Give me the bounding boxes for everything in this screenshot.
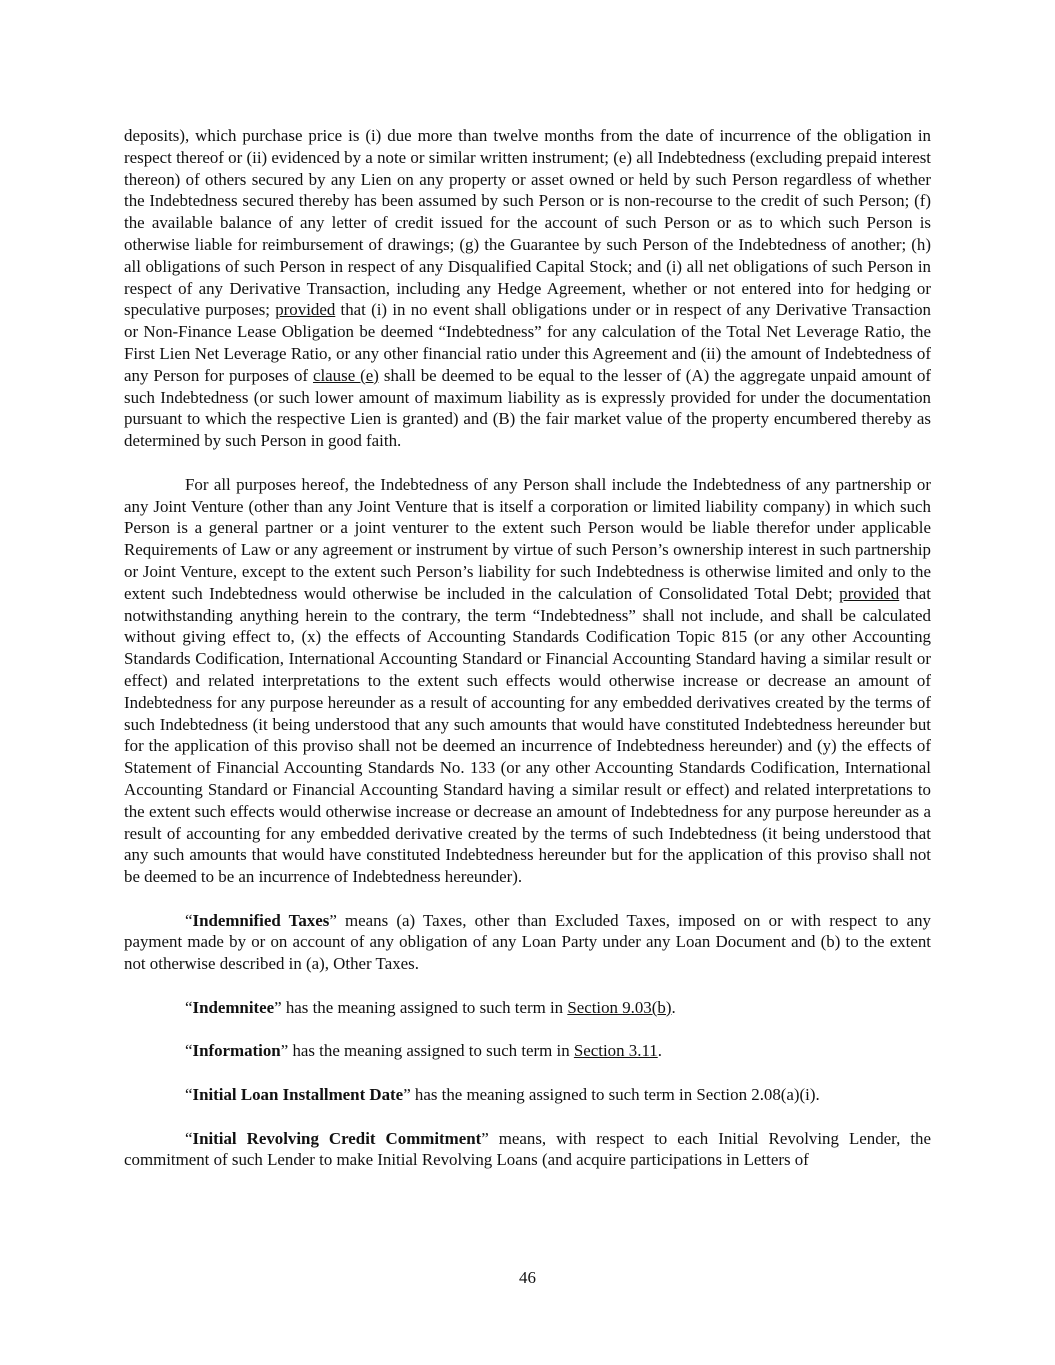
text-run: For all purposes hereof, the Indebtedness of any Person shall include the Indebtedness of any partnership or any Joint Venture (other than any Joint Venture that is itself a corporation or limited liability company) in which such Person is a general partner or a joint venturer to the extent such Person would be liable therefor under applicable Requirements of Law or any agreement or instrument by virtue of such Person’s ownership interest in such partnership or Joint Venture, except to the extent such Person’s liability for such Indebtedness is otherwise limited and only to the extent such Indebtedness would otherwise be included in the calculation of Consolidated Total Debt; [124, 474, 931, 603]
text-run: that (i) in no event shall obligations under or in respect of any Derivative Transaction or Non-Finance Lease Obligation be deemed “Indebtedness” for any calculation of the Total Net Leverage Ratio, the First Lien Net Leverage Ratio, or any other financial ratio under this Agreement and (ii) the amount of Indebtedness of any Person for purposes of [124, 300, 931, 385]
section-reference: Section 3.11 [573, 1041, 658, 1061]
open-quote: “ [185, 997, 193, 1017]
open-quote: “ [185, 1085, 193, 1105]
open-quote: “ [185, 1128, 193, 1148]
defined-term: Initial Loan Installment Date [192, 1085, 404, 1105]
page-number: 46 [519, 1268, 536, 1287]
text-run: shall be deemed to be equal to the lesser of (A) the aggregate unpaid amount of such Indebtedness (or such lower amount of maximum liability as is expressly provided for under the documentation pursuant to which the respective Lien is granted) and (B) the fair market value of the property encumbered thereby as determined by such Person in good faith. [124, 365, 932, 451]
defined-term: Information [192, 1041, 281, 1061]
defined-term: Indemnified Taxes [192, 910, 330, 930]
open-quote: “ [185, 1041, 193, 1061]
document-page [124, 125, 931, 1171]
text-run: deposits), which purchase price is (i) due more than twelve months from the date of incurrence of the obligation in respect thereof or (ii) evidenced by a note or similar written instrument; (e) all Indebtedness (excluding prepaid interest thereon) of others secured by any Lien on any property or asset owned or held by such Person regardless of whether the Indebtedness secured thereby has been assumed by such Person or is non-recourse to the credit of such Person; (f) the available balance of any letter of credit issued for the account of such Person or as to which such Person is otherwise liable for reimbursement of drawings; (g) the Guarantee by such Person of the Indebtedness of another; (h) all obligations of such Person in respect of any Disqualified Capital Stock; and (i) all net obligations of such Person in respect of any Derivative Transaction, including any Hedge Agreement, whether or not entered into for hedging or speculative purposes; [124, 126, 931, 320]
open-quote: “ [185, 910, 193, 930]
defined-term: Initial Revolving Credit Commitment [192, 1128, 482, 1148]
section-reference: Section 9.03(b) [567, 997, 672, 1017]
definition-initial-loan-installment-date [124, 1084, 931, 1106]
provided-underline: provided [839, 583, 900, 603]
definition-indemnitee [124, 997, 931, 1019]
period: . [657, 1041, 662, 1061]
indebtedness-definition-continuation [124, 125, 931, 452]
indebtedness-purposes-paragraph [124, 474, 931, 888]
definition-text: ” means (a) Taxes, other than Excluded Taxes, imposed on or with respect to any payment made by or on account of any obligation of any Loan Party under any Loan Document and (b) to the extent not otherwise described in (a), Other Taxes. [124, 910, 931, 974]
text-run: that notwithstanding anything herein to the contrary, the term “Indebtedness” shall not include, and shall be calculated without giving effect to, (x) the effects of Accounting Standards Codification Topic 815 (or any other Accounting Standards Codification, International Accounting Standard or Financial Accounting Standard having a similar result or effect) and related interpretations to the extent such effects would otherwise increase or decrease an amount of Indebtedness for any purpose hereunder as a result of accounting for any embedded derivatives created by the terms of such Indebtedness (it being understood that any such amounts that would have constituted Indebtedness hereunder but for the application of this proviso shall not be deemed an incurrence of Indebtedness hereunder) and (y) the effects of Statement of Financial Accounting Standards No. 133 (or any other Accounting Standards Codification, International Accounting Standard or Financial Accounting Standard having a similar result or effect) and related interpretations to the extent such effects would otherwise increase or decrease an amount of Indebtedness for any purpose hereunder as a result of accounting for any embedded derivative created by the terms of such Indebtedness (it being understood that any such amounts that would have constituted Indebtedness hereunder but for the application of this proviso shall not be deemed to be an incurrence of Indebtedness hereunder). [124, 583, 931, 887]
definition-text: ” means, with respect to each Initial Revolving Lender, the commitment of such Lender to make Initial Revolving Loans (and acquire participations in Letters of [124, 1128, 931, 1170]
definition-text: ” has the meaning assigned to such term in [274, 997, 568, 1017]
defined-term: Indemnitee [192, 997, 275, 1017]
period: . [671, 997, 676, 1017]
definition-text: ” has the meaning assigned to such term in Section 2.08(a)(i). [403, 1085, 820, 1105]
definition-text: ” has the meaning assigned to such term in [280, 1041, 574, 1061]
definition-indemnified-taxes [124, 910, 931, 975]
definition-initial-revolving-credit-commitment [124, 1128, 931, 1172]
definition-information [124, 1040, 931, 1062]
provided-underline: provided [275, 300, 336, 320]
clause-e-reference: clause (e) [312, 365, 379, 385]
